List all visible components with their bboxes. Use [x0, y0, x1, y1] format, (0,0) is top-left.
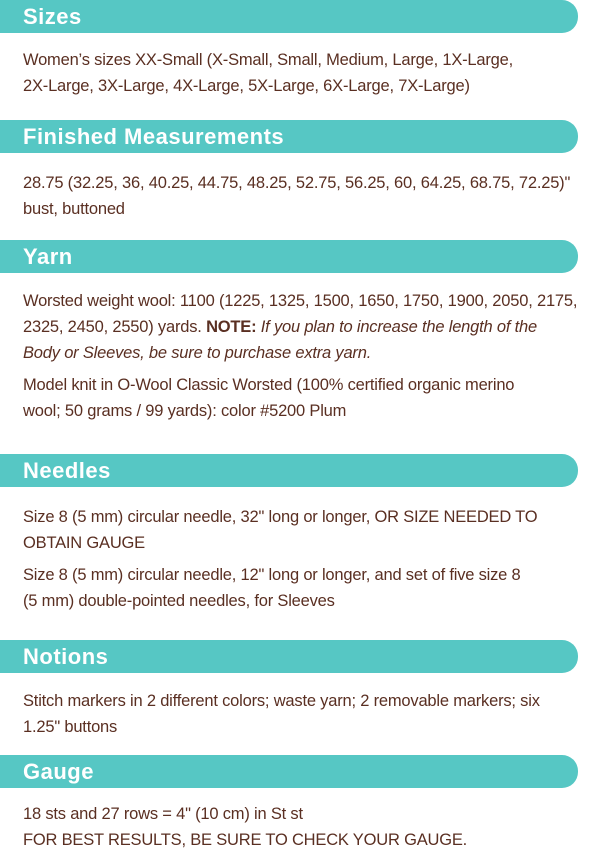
text-line: Model knit in O-Wool Classic Worsted (100% certified organic merino [23, 376, 515, 394]
section-heading-yarn: Yarn [0, 240, 578, 273]
needles-text-2 [0, 562, 604, 614]
note-text: If you plan to increase the length of the [256, 318, 537, 336]
needles-section [0, 454, 604, 614]
yarn-section [0, 240, 604, 424]
text-line: Size 8 (5 mm) circular needle, 12" long or longer, and set of five size 8 [23, 566, 521, 584]
section-heading-needles: Needles [0, 454, 578, 487]
yarn-weight-text [0, 288, 604, 366]
sizes-text [0, 47, 604, 99]
note-text: Body or Sleeves, be sure to purchase extra yarn. [23, 344, 372, 362]
section-heading-sizes: Sizes [0, 0, 578, 33]
sizes-section [0, 0, 604, 99]
text-line: FOR BEST RESULTS, BE SURE TO CHECK YOUR GAUGE. [23, 831, 468, 849]
text-fragment: 2325, 2450, 2550) yards. [23, 318, 207, 336]
text-line: Stitch markers in 2 different colors; waste yarn; 2 removable markers; six [23, 692, 540, 710]
yarn-model-text [0, 372, 604, 424]
gauge-text [0, 801, 604, 853]
text-line: 2X-Large, 3X-Large, 4X-Large, 5X-Large, 6X-Large, 7X-Large) [23, 77, 470, 95]
text-line: 18 sts and 27 rows = 4" (10 cm) in St st [23, 805, 303, 823]
text-line: (5 mm) double-pointed needles, for Sleeves [23, 592, 335, 610]
text-line: 1.25" buttons [23, 718, 118, 736]
text-line: Worsted weight wool: 1100 (1225, 1325, 1500, 1650, 1750, 1900, 2050, 2175, [23, 292, 578, 310]
gauge-section [0, 755, 604, 853]
note-label: NOTE: [206, 318, 257, 336]
section-heading-notions: Notions [0, 640, 578, 673]
finished-measurements-text [0, 170, 604, 222]
needles-text-1 [0, 504, 604, 556]
notions-text [0, 688, 604, 740]
section-heading-finished-measurements: Finished Measurements [0, 120, 578, 153]
text-line [23, 314, 594, 340]
notions-section [0, 640, 604, 740]
text-line: wool; 50 grams / 99 yards): color #5200 Plum [23, 402, 347, 420]
text-line: OBTAIN GAUGE [23, 534, 145, 552]
text-line: Women’s sizes XX-Small (X-Small, Small, Medium, Large, 1X-Large, [23, 51, 514, 69]
finished-measurements-section [0, 120, 604, 222]
section-heading-gauge: Gauge [0, 755, 578, 788]
text-line: bust, buttoned [23, 200, 125, 218]
text-line: Size 8 (5 mm) circular needle, 32" long or longer, OR SIZE NEEDED TO [23, 508, 538, 526]
text-line: 28.75 (32.25, 36, 40.25, 44.75, 48.25, 52.75, 56.25, 60, 64.25, 68.75, 72.25)" [23, 174, 571, 192]
